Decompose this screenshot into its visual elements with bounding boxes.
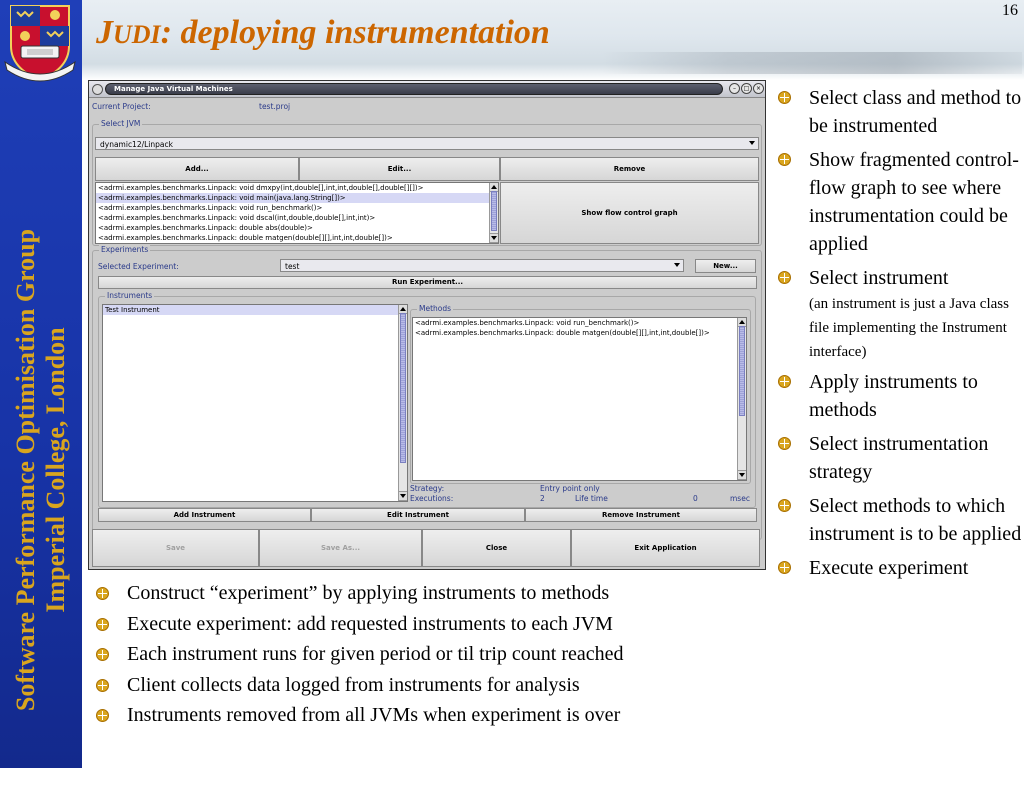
bullet-text: Client collects data logged from instruments for analysis — [127, 673, 580, 696]
bullet-item — [88, 613, 778, 644]
exit-application-button[interactable]: Exit Application — [571, 529, 760, 567]
chevron-down-icon — [749, 141, 755, 145]
slide-title — [96, 14, 550, 52]
list-item[interactable]: <adrmi.examples.benchmarks.Linpack: void dmxpy(int,double[],int,int,double[],double[][])> — [98, 184, 424, 192]
scroll-down-icon[interactable] — [738, 470, 746, 480]
bullet-text: Select instrumentation strategy — [809, 433, 989, 483]
experiment-select-value: test — [285, 262, 300, 271]
bullet-icon — [778, 375, 791, 388]
bullet-icon — [778, 561, 791, 574]
edit-instrument-button[interactable]: Edit Instrument — [311, 508, 525, 522]
life-time-label: Life time — [575, 494, 608, 503]
close-button[interactable]: Close — [422, 529, 571, 567]
bullet-item — [770, 554, 1024, 582]
jvm-select-value: dynamic12/Linpack — [100, 140, 173, 149]
add-instrument-button[interactable]: Add Instrument — [98, 508, 311, 522]
window-title: Manage Java Virtual Machines — [114, 85, 233, 93]
save-button[interactable]: Save — [92, 529, 259, 567]
instrument-list[interactable] — [102, 304, 408, 502]
current-project-label: Current Project: — [92, 102, 151, 111]
window-menu-icon[interactable] — [92, 84, 103, 95]
select-jvm-label: Select JVM — [101, 119, 141, 128]
jvm-select[interactable] — [95, 137, 759, 150]
scroll-down-icon[interactable] — [399, 491, 407, 501]
scroll-thumb[interactable] — [400, 313, 406, 463]
bullet-item — [770, 430, 1024, 486]
right-bullet-list — [770, 84, 1024, 582]
experiment-select[interactable] — [280, 259, 684, 272]
sidebar-vertical-text — [11, 150, 71, 790]
maximize-icon[interactable]: □ — [741, 83, 752, 94]
bullet-item — [88, 674, 778, 705]
strategy-value: Entry point only — [540, 484, 600, 493]
bullet-item — [770, 368, 1024, 424]
current-project-value: test.proj — [259, 102, 291, 111]
bullet-text: Select instrument — [809, 267, 949, 289]
instruments-label: Instruments — [107, 291, 153, 300]
scroll-thumb[interactable] — [739, 326, 745, 416]
methods-list[interactable] — [412, 317, 747, 481]
manage-jvm-window — [88, 80, 766, 570]
show-flow-graph-button[interactable]: Show flow control graph — [500, 182, 759, 244]
life-time-value: 0 — [693, 494, 698, 503]
scroll-down-icon[interactable] — [490, 233, 498, 243]
executions-label: Executions: — [410, 494, 454, 503]
edit-jvm-button[interactable]: Edit... — [299, 157, 500, 181]
chevron-down-icon — [674, 263, 680, 267]
bullet-item — [770, 492, 1024, 548]
title-smallcaps: UDI — [113, 20, 161, 49]
life-time-unit: msec — [730, 494, 750, 503]
bullet-icon — [96, 679, 109, 692]
bullet-icon — [778, 499, 791, 512]
window-titlebar[interactable] — [89, 81, 765, 98]
bullet-item — [770, 264, 1024, 364]
sidebar-banner — [0, 0, 82, 768]
remove-jvm-button[interactable]: Remove — [500, 157, 759, 181]
bullet-icon — [778, 153, 791, 166]
bullet-text: Apply instruments to methods — [809, 371, 978, 421]
title-pill — [105, 83, 723, 95]
bottom-bullet-list — [88, 582, 778, 735]
minimize-icon[interactable]: – — [729, 83, 740, 94]
new-experiment-button[interactable]: New... — [695, 259, 756, 273]
run-experiment-button[interactable]: Run Experiment... — [98, 276, 757, 289]
selected-experiment-label: Selected Experiment: — [98, 262, 179, 271]
list-item[interactable]: <adrmi.examples.benchmarks.Linpack: void dscal(int,double,double[],int,int)> — [98, 214, 376, 222]
method-list-scrollbar[interactable] — [489, 183, 498, 243]
bullet-note: (an instrument is just a Java class file implementing the Instrument interface) — [809, 296, 1009, 360]
bullet-text: Execute experiment — [809, 557, 969, 579]
bullet-icon — [96, 648, 109, 661]
bullet-text: Execute experiment: add requested instruments to each JVM — [127, 612, 613, 635]
bullet-icon — [778, 271, 791, 284]
bullet-text: Construct “experiment” by applying instruments to methods — [127, 582, 610, 604]
sidebar-line-college: Imperial College, London — [41, 327, 70, 613]
bullet-icon — [96, 709, 109, 722]
list-item[interactable]: <adrmi.examples.benchmarks.Linpack: double matgen(double[][],int,int,double[])> — [415, 329, 710, 337]
methods-label: Methods — [419, 304, 452, 313]
sidebar-line-group: Software Performance Optimisation Group — [11, 228, 40, 712]
bullet-text: Each instrument runs for given period or til trip count reached — [127, 643, 624, 665]
list-item[interactable]: <adrmi.examples.benchmarks.Linpack: double abs(double)> — [98, 224, 313, 232]
list-item-selected[interactable]: Test Instrument — [103, 305, 407, 315]
scroll-thumb[interactable] — [491, 191, 497, 231]
bullet-text: Select methods to which instrument is to be applied — [809, 495, 1022, 545]
bullet-text: Instruments removed from all JVMs when experiment is over — [127, 704, 621, 726]
bullet-text: Show fragmented control-flow graph to see where instrumentation could be applied — [809, 149, 1019, 255]
remove-instrument-button[interactable]: Remove Instrument — [525, 508, 757, 522]
method-list[interactable] — [95, 182, 499, 244]
bullet-text: Select class and method to be instrumented — [809, 87, 1022, 137]
list-item[interactable]: <adrmi.examples.benchmarks.Linpack: void run_benchmark()> — [98, 204, 323, 212]
title-lead: J — [96, 14, 113, 51]
strategy-label: Strategy: — [410, 484, 445, 493]
bullet-icon — [96, 587, 109, 600]
methods-list-scrollbar[interactable] — [737, 318, 746, 480]
experiments-label: Experiments — [101, 245, 149, 254]
bullet-icon — [778, 91, 791, 104]
bullet-icon — [96, 618, 109, 631]
bullet-item — [88, 704, 778, 735]
bullet-icon — [778, 437, 791, 450]
college-crest-logo — [3, 2, 77, 84]
list-item[interactable]: <adrmi.examples.benchmarks.Linpack: void run_benchmark()> — [415, 319, 640, 327]
bullet-item — [770, 146, 1024, 258]
instrument-list-scrollbar[interactable] — [398, 305, 407, 501]
list-item-selected[interactable]: <adrmi.examples.benchmarks.Linpack: void main(java.lang.String[])> — [96, 193, 498, 203]
bullet-item — [88, 643, 778, 674]
close-icon[interactable]: × — [753, 83, 764, 94]
title-rest: : deploying instrumentation — [160, 14, 550, 51]
page-number: 16 — [1002, 2, 1018, 19]
list-item[interactable]: <adrmi.examples.benchmarks.Linpack: double matgen(double[][],int,int,double[])> — [98, 234, 393, 242]
bullet-item — [88, 582, 778, 613]
add-jvm-button[interactable]: Add... — [95, 157, 299, 181]
save-as-button[interactable]: Save As... — [259, 529, 422, 567]
bullet-item — [770, 84, 1024, 140]
executions-value: 2 — [540, 494, 545, 503]
